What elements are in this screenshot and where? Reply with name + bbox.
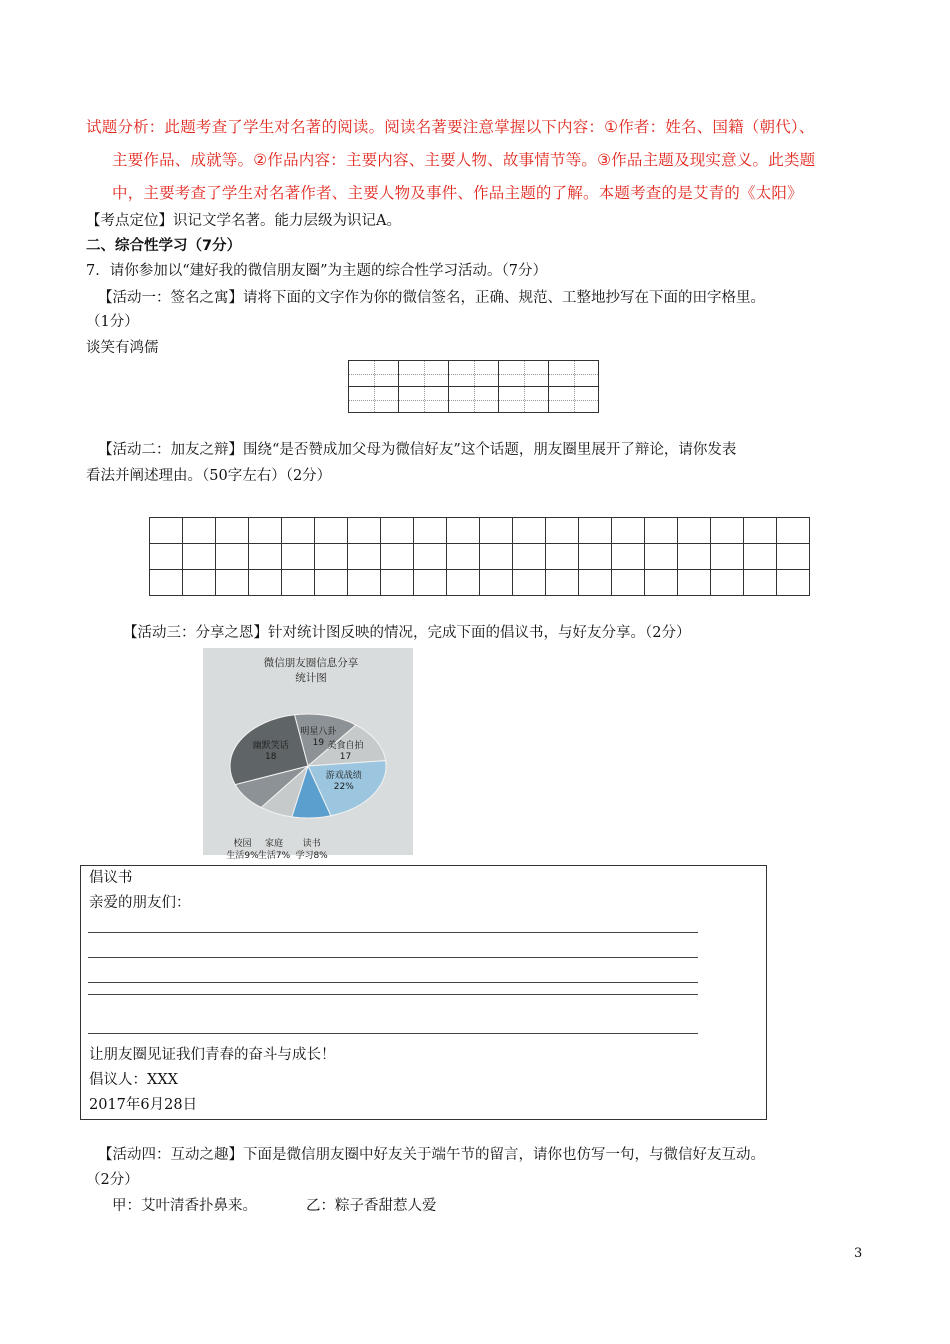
- example-a: 甲：艾叶清香扑鼻来。: [112, 1198, 257, 1214]
- proposal-box: [80, 865, 767, 1120]
- answer-grid-cell[interactable]: [480, 518, 513, 544]
- answer-grid-cell[interactable]: [546, 570, 579, 596]
- answer-grid-cell[interactable]: [711, 570, 744, 596]
- answer-grid-cell[interactable]: [249, 570, 282, 596]
- kaodian-text: 【考点定位】识记文学名著。能力层级为识记A。: [86, 213, 401, 229]
- slice-label: 幽默笑话: [252, 740, 289, 751]
- answer-grid-cell[interactable]: [150, 518, 183, 544]
- answer-grid-cell[interactable]: [777, 570, 810, 596]
- answer-grid-cell[interactable]: [150, 570, 183, 596]
- activity2-instruction: 【活动二：加友之辩】围绕“是否赞成加父母为微信好友”这个话题，朋友圈里展开了辩论，请你发表: [98, 442, 737, 458]
- answer-grid-cell[interactable]: [282, 570, 315, 596]
- answer-grid-cell[interactable]: [744, 518, 777, 544]
- answer-grid-cell[interactable]: [612, 544, 645, 570]
- section-title: 二、综合性学习（7分）: [86, 238, 242, 254]
- answer-grid-cell[interactable]: [546, 544, 579, 570]
- answer-grid-cell[interactable]: [678, 544, 711, 570]
- activity2-score: 看法并阐述理由。（50字左右）（2分）: [86, 468, 332, 484]
- answer-grid-cell[interactable]: [711, 518, 744, 544]
- activity3-instruction: 【活动三：分享之恩】针对统计图反映的情况，完成下面的倡议书，与好友分享。（2分）: [123, 625, 691, 641]
- answer-grid-cell[interactable]: [381, 544, 414, 570]
- answer-grid-cell[interactable]: [183, 570, 216, 596]
- answer-grid-cell[interactable]: [249, 544, 282, 570]
- chart-title-line1: 微信朋友圈信息分享: [263, 657, 359, 669]
- answer-grid-cell[interactable]: [579, 544, 612, 570]
- answer-grid-cell[interactable]: [777, 518, 810, 544]
- proposal-greeting: 亲爱的朋友们：: [89, 895, 191, 911]
- chart-title-line2: 统计图: [295, 672, 327, 684]
- answer-grid[interactable]: [149, 517, 810, 596]
- answer-grid-cell[interactable]: [447, 544, 480, 570]
- tianzige-grid[interactable]: [348, 360, 599, 413]
- proposal-title: 倡议书: [89, 870, 133, 886]
- answer-grid-cell[interactable]: [348, 570, 381, 596]
- writing-line-4[interactable]: [88, 994, 698, 995]
- answer-grid-cell[interactable]: [348, 518, 381, 544]
- slice-label: 明星八卦: [300, 727, 337, 738]
- slice-value: 19: [312, 738, 325, 749]
- answer-grid-cell[interactable]: [711, 544, 744, 570]
- slice-label: 校园: [233, 839, 252, 849]
- answer-grid-cell[interactable]: [348, 544, 381, 570]
- slice-label: 游戏战绩: [325, 770, 362, 781]
- answer-grid-cell[interactable]: [216, 570, 249, 596]
- answer-grid-cell[interactable]: [183, 544, 216, 570]
- answer-grid-cell[interactable]: [546, 518, 579, 544]
- writing-line-2[interactable]: [88, 957, 698, 958]
- pie-chart: [203, 648, 413, 861]
- answer-grid-cell[interactable]: [678, 570, 711, 596]
- answer-grid-cell[interactable]: [513, 570, 546, 596]
- answer-grid-cell[interactable]: [282, 544, 315, 570]
- slice-label: 读书: [302, 839, 321, 849]
- pie-chart-image: [203, 648, 413, 861]
- analysis-line-1: 试题分析：此题考查了学生对名著的阅读。阅读名著要注意掌握以下内容：①作者：姓名、国籍（朝代）、: [86, 118, 815, 136]
- answer-grid-cell[interactable]: [678, 518, 711, 544]
- answer-grid-row: [150, 570, 810, 596]
- answer-grid-cell[interactable]: [612, 570, 645, 596]
- answer-grid-cell[interactable]: [414, 518, 447, 544]
- answer-grid-cell[interactable]: [447, 570, 480, 596]
- example-b: 乙：粽子香甜惹人爱: [306, 1198, 437, 1214]
- slice-value: 学习8%: [295, 851, 328, 861]
- answer-grid-cell[interactable]: [480, 570, 513, 596]
- writing-line-3[interactable]: [88, 982, 698, 983]
- answer-grid-cell[interactable]: [744, 570, 777, 596]
- answer-grid-cell[interactable]: [216, 518, 249, 544]
- answer-grid-cell[interactable]: [315, 544, 348, 570]
- slice-value: 18: [264, 751, 277, 762]
- answer-grid-row: [150, 544, 810, 570]
- activity4-instruction: 【活动四：互动之趣】下面是微信朋友圈中好友关于端午节的留言，请你也仿写一句，与微信好友互动。: [98, 1147, 765, 1163]
- answer-grid-cell[interactable]: [579, 518, 612, 544]
- answer-grid-cell[interactable]: [480, 544, 513, 570]
- answer-grid-cell[interactable]: [513, 518, 546, 544]
- answer-grid-cell[interactable]: [150, 544, 183, 570]
- writing-line-1[interactable]: [88, 932, 698, 933]
- slice-value: 生活7%: [257, 851, 291, 861]
- answer-grid-cell[interactable]: [645, 570, 678, 596]
- page-number: 3: [854, 1246, 863, 1261]
- answer-grid-cell[interactable]: [315, 570, 348, 596]
- answer-grid-cell[interactable]: [513, 544, 546, 570]
- answer-grid-cell[interactable]: [216, 544, 249, 570]
- slice-value: 22%: [333, 781, 354, 792]
- proposal-signer: 倡议人：XXX: [89, 1072, 178, 1088]
- answer-grid-cell[interactable]: [744, 544, 777, 570]
- answer-grid-cell[interactable]: [249, 518, 282, 544]
- writing-line-5[interactable]: [88, 1033, 698, 1034]
- activity1-instruction: 【活动一：签名之寓】请将下面的文字作为你的微信签名，正确、规范、工整地抄写在下面的田字格里。: [98, 290, 765, 306]
- answer-grid-cell[interactable]: [645, 518, 678, 544]
- activity4-score: （2分）: [86, 1172, 139, 1188]
- answer-grid-cell[interactable]: [579, 570, 612, 596]
- proposal-closing: 让朋友圈见证我们青春的奋斗与成长！: [89, 1047, 336, 1063]
- activity1-phrase: 谈笑有鸿儒: [86, 340, 159, 356]
- answer-grid-cell[interactable]: [183, 518, 216, 544]
- answer-grid-cell[interactable]: [645, 544, 678, 570]
- answer-grid-cell[interactable]: [612, 518, 645, 544]
- slice-value: 17: [339, 752, 352, 763]
- slice-label: 美食自拍: [327, 741, 364, 752]
- analysis-line-2: 主要作品、成就等。②作品内容：主要内容、主要人物、故事情节等。③作品主题及现实意义。此类题: [112, 151, 816, 169]
- answer-grid-cell[interactable]: [447, 518, 480, 544]
- answer-grid-cell[interactable]: [381, 518, 414, 544]
- question-7: 7．请你参加以“建好我的微信朋友圈”为主题的综合性学习活动。（7分）: [86, 263, 548, 279]
- analysis-line-3: 中，主要考查了学生对名著作者、主要人物及事件、作品主题的了解。本题考查的是艾青的《太阳》: [112, 184, 803, 202]
- answer-grid-cell[interactable]: [414, 570, 447, 596]
- answer-grid-row: [150, 518, 810, 544]
- answer-grid-cell[interactable]: [414, 544, 447, 570]
- answer-grid-cell[interactable]: [777, 544, 810, 570]
- proposal-date: 2017年6月28日: [89, 1097, 198, 1113]
- answer-grid-cell[interactable]: [381, 570, 414, 596]
- answer-grid-cell[interactable]: [282, 518, 315, 544]
- slice-value: 生活9%: [226, 851, 259, 861]
- activity1-score: （1分）: [86, 314, 139, 330]
- answer-grid-cell[interactable]: [315, 518, 348, 544]
- slice-label: 家庭: [264, 839, 284, 849]
